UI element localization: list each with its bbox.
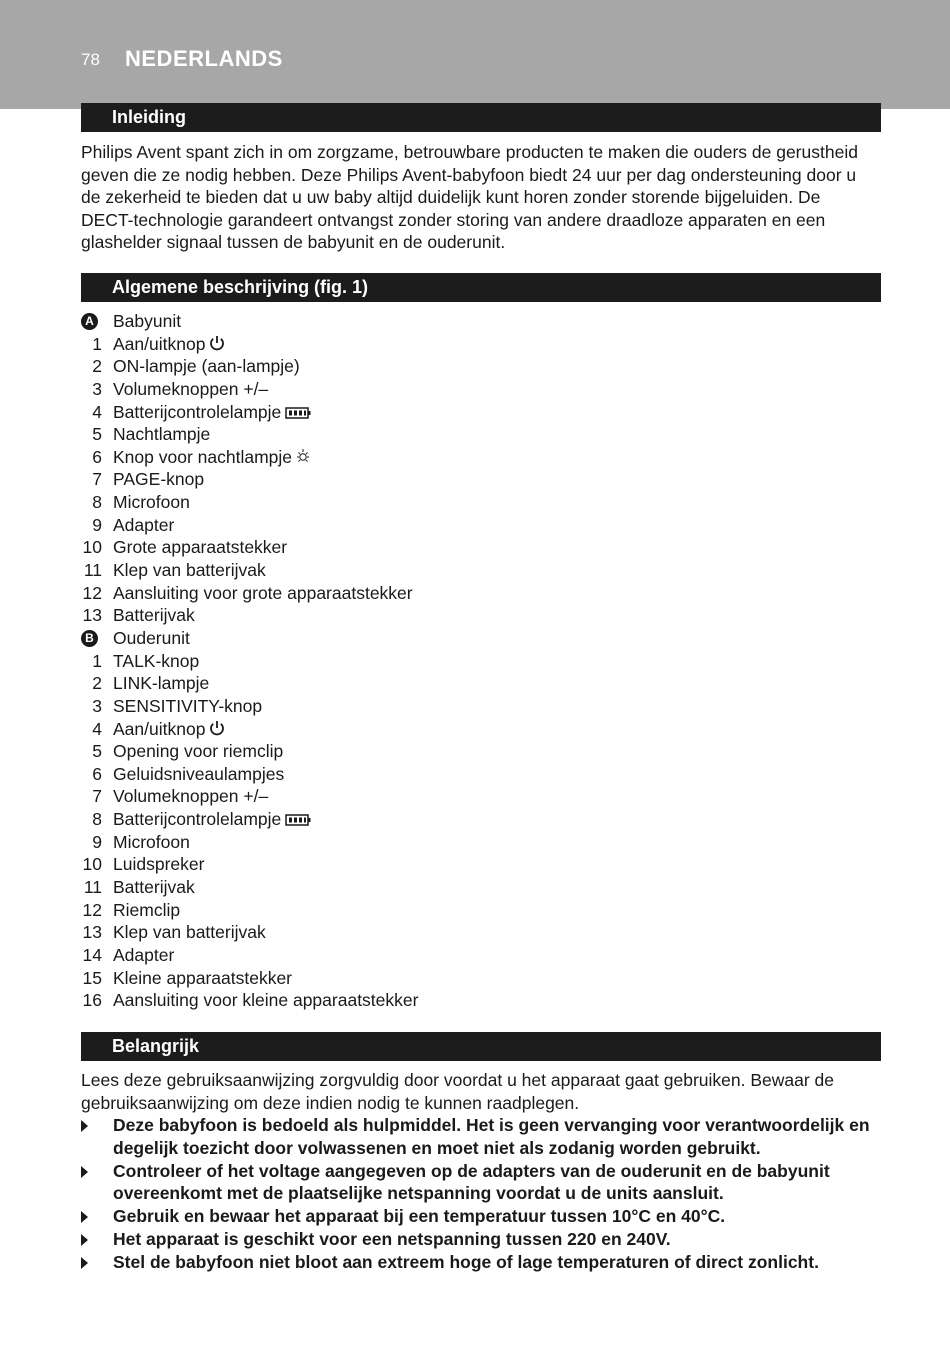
item-number: 5 bbox=[92, 424, 102, 445]
item-label-text: Klep van batterijvak bbox=[113, 560, 266, 581]
item-number: 10 bbox=[82, 854, 102, 875]
item-label bbox=[113, 808, 311, 832]
list-item bbox=[81, 401, 781, 424]
power-icon bbox=[209, 719, 225, 742]
item-label-text: Geluidsniveaulampjes bbox=[113, 763, 285, 784]
item-label bbox=[113, 468, 204, 491]
item-label bbox=[113, 491, 190, 514]
item-label-text: Ouderunit bbox=[113, 627, 190, 648]
item-label-text: Batterijcontrolelampje bbox=[113, 809, 282, 830]
list-item bbox=[81, 853, 781, 876]
list-item bbox=[81, 559, 781, 582]
item-label bbox=[113, 514, 174, 537]
bullet-triangle-icon bbox=[81, 1257, 88, 1269]
section-heading-text: Belangrijk bbox=[112, 1036, 200, 1056]
item-label bbox=[113, 355, 300, 378]
item-label bbox=[113, 785, 268, 808]
list-item bbox=[81, 378, 781, 401]
list-item bbox=[81, 582, 781, 605]
list-item bbox=[81, 604, 781, 627]
item-label bbox=[113, 876, 195, 899]
item-number: 3 bbox=[92, 695, 102, 716]
item-number: 6 bbox=[92, 763, 102, 784]
item-number: 14 bbox=[82, 944, 102, 965]
item-label bbox=[113, 853, 204, 876]
important-paragraph: Lees deze gebruiksaanwijzing zorgvuldig door voordat u het apparaat gaat gebruiken. Bewaar de gebruiksaanwijzing om deze indien nodig te kunnen raadplegen. bbox=[81, 1070, 834, 1113]
item-label-text: Riemclip bbox=[113, 899, 181, 920]
item-label bbox=[113, 921, 266, 944]
item-number: 2 bbox=[92, 356, 102, 377]
bullet-triangle-icon bbox=[81, 1211, 88, 1223]
warning-item bbox=[81, 1114, 871, 1160]
item-number: 8 bbox=[92, 492, 102, 513]
item-label-text: Volumeknoppen +/– bbox=[113, 786, 269, 807]
item-label bbox=[113, 944, 174, 967]
list-item bbox=[81, 333, 781, 356]
section-heading-intro bbox=[81, 103, 881, 132]
item-label-text: Babyunit bbox=[113, 311, 182, 331]
item-label-text: Kleine apparaatstekker bbox=[113, 967, 292, 988]
bullet-triangle-icon bbox=[81, 1234, 88, 1246]
nightlight-icon bbox=[296, 447, 310, 470]
item-number: 13 bbox=[82, 605, 102, 626]
item-label bbox=[113, 672, 209, 695]
list-item bbox=[81, 355, 781, 378]
warning-text: Deze babyfoon is bedoeld als hulpmiddel. Het is geen vervanging voor verantwoordelijk en degelijk toezicht door volwassenen en moet niet als zodanig worden gebruikt. bbox=[113, 1115, 870, 1158]
item-label bbox=[113, 650, 199, 673]
item-label bbox=[113, 401, 311, 425]
item-label bbox=[113, 536, 287, 559]
parts-list bbox=[81, 310, 781, 1012]
warning-list bbox=[81, 1114, 871, 1274]
section-heading-important bbox=[81, 1032, 881, 1061]
warning-item bbox=[81, 1228, 871, 1251]
item-label-text: Luidspreker bbox=[113, 854, 205, 875]
item-label-text: Batterijvak bbox=[113, 877, 195, 898]
item-number: 4 bbox=[92, 401, 102, 422]
item-number: 16 bbox=[82, 990, 102, 1011]
intro-paragraph: Philips Avent spant zich in om zorgzame, betrouwbare producten te maken die ouders de gerustheid geven die ze nodig hebben. Deze Philips Avent-babyfoon biedt 24 uur per dag ondersteuning door u de zekerheid te bieden dat u uw baby altijd duidelijk kunt horen zonder storende bijgeluiden. De DECT-technologie garandeert ontvangst zonder storing van andere draadloze apparaten en een glashelder signaal tussen de babyunit en de ouderunit. bbox=[81, 142, 858, 253]
warning-item bbox=[81, 1251, 871, 1274]
item-label-text: Volumeknoppen +/– bbox=[113, 378, 269, 399]
list-item bbox=[81, 695, 781, 718]
warning-text: Gebruik en bewaar het apparaat bij een temperatuur tussen 10°C en 40°C. bbox=[113, 1206, 726, 1227]
warning-item bbox=[81, 1160, 871, 1206]
battery-icon bbox=[285, 402, 311, 425]
list-item bbox=[81, 763, 781, 786]
item-label-text: Grote apparaatstekker bbox=[113, 537, 288, 558]
power-icon bbox=[209, 334, 225, 357]
list-item bbox=[81, 446, 781, 469]
item-label-text: Adapter bbox=[113, 944, 175, 965]
item-number: 11 bbox=[83, 877, 102, 898]
list-item bbox=[81, 876, 781, 899]
list-item bbox=[81, 536, 781, 559]
list-item bbox=[81, 672, 781, 695]
warning-item bbox=[81, 1205, 871, 1228]
bullet-triangle-icon bbox=[81, 1120, 88, 1132]
item-number: 13 bbox=[82, 922, 102, 943]
list-item bbox=[81, 831, 781, 854]
item-label-text: Adapter bbox=[113, 514, 175, 535]
item-label bbox=[113, 627, 190, 650]
list-item bbox=[81, 899, 781, 922]
item-number: 9 bbox=[92, 831, 102, 852]
unit-heading bbox=[81, 310, 781, 333]
item-label-text: Aansluiting voor grote apparaatstekker bbox=[113, 582, 413, 603]
battery-icon bbox=[285, 809, 311, 832]
item-number: 1 bbox=[92, 333, 102, 354]
item-label-text: Batterijvak bbox=[113, 605, 195, 626]
item-label bbox=[113, 899, 180, 922]
item-label-text: ON-lampje (aan-lampje) bbox=[113, 356, 300, 377]
item-label-text: Knop voor nachtlampje bbox=[113, 446, 292, 467]
item-label-text: LINK-lampje bbox=[113, 673, 210, 694]
warning-text: Het apparaat is geschikt voor een netspanning tussen 220 en 240V. bbox=[113, 1228, 671, 1249]
language-title: NEDERLANDS bbox=[125, 46, 283, 71]
page-number: 78 bbox=[81, 50, 100, 69]
list-item bbox=[81, 491, 781, 514]
warning-text: Stel de babyfoon niet bloot aan extreem hoge of lage temperaturen of direct zonlicht. bbox=[113, 1251, 819, 1272]
list-item bbox=[81, 808, 781, 831]
item-label bbox=[113, 423, 210, 446]
list-item bbox=[81, 718, 781, 741]
item-number: 11 bbox=[83, 560, 102, 581]
item-label bbox=[113, 310, 181, 333]
item-label bbox=[113, 559, 266, 582]
list-item bbox=[81, 468, 781, 491]
unit-heading bbox=[81, 627, 781, 650]
item-number: 4 bbox=[92, 718, 102, 739]
item-label bbox=[113, 604, 195, 627]
item-label-text: Microfoon bbox=[113, 831, 190, 852]
list-item bbox=[81, 921, 781, 944]
list-item bbox=[81, 989, 781, 1012]
item-label-text: Aan/uitknop bbox=[113, 718, 206, 739]
item-number: 9 bbox=[92, 514, 102, 535]
item-label bbox=[113, 967, 292, 990]
item-label bbox=[113, 695, 262, 718]
unit-badge: B bbox=[81, 630, 98, 647]
item-label bbox=[113, 446, 310, 470]
item-number: 1 bbox=[92, 650, 102, 671]
item-label-text: Aansluiting voor kleine apparaatstekker bbox=[113, 990, 419, 1011]
item-label bbox=[113, 333, 225, 357]
item-label-text: Aan/uitknop bbox=[113, 333, 206, 354]
list-item bbox=[81, 785, 781, 808]
bullet-triangle-icon bbox=[81, 1166, 88, 1178]
item-label-text: Opening voor riemclip bbox=[113, 741, 284, 762]
item-number: 2 bbox=[92, 673, 102, 694]
list-item bbox=[81, 423, 781, 446]
list-item bbox=[81, 650, 781, 673]
list-item bbox=[81, 944, 781, 967]
item-number: 15 bbox=[82, 967, 102, 988]
list-item bbox=[81, 514, 781, 537]
item-label bbox=[113, 831, 190, 854]
list-item bbox=[81, 740, 781, 763]
item-number: 12 bbox=[82, 899, 102, 920]
item-label bbox=[113, 740, 283, 763]
item-label-text: Nachtlampje bbox=[113, 424, 211, 445]
unit-badge: A bbox=[81, 313, 98, 330]
warning-text: Controleer of het voltage aangegeven op de adapters van de ouderunit en de babyunit overeenkomt met de plaatselijke netspanning voordat u de units aansluit. bbox=[113, 1160, 830, 1204]
list-item bbox=[81, 967, 781, 990]
item-label-text: Microfoon bbox=[113, 492, 190, 513]
item-label bbox=[113, 763, 284, 786]
item-number: 3 bbox=[92, 378, 102, 399]
item-number: 12 bbox=[82, 582, 102, 603]
item-label-text: Klep van batterijvak bbox=[113, 922, 266, 943]
page-header-bar bbox=[0, 0, 950, 109]
item-label-text: TALK-knop bbox=[113, 650, 200, 671]
item-label bbox=[113, 718, 225, 742]
item-label bbox=[113, 582, 413, 605]
item-number: 7 bbox=[92, 469, 102, 490]
item-number: 7 bbox=[92, 786, 102, 807]
section-heading-text: Inleiding bbox=[112, 107, 186, 127]
item-label-text: PAGE-knop bbox=[113, 469, 205, 490]
item-number: 8 bbox=[92, 809, 102, 830]
item-label bbox=[113, 378, 268, 401]
item-label bbox=[113, 989, 418, 1012]
item-number: 6 bbox=[92, 446, 102, 467]
item-label-text: SENSITIVITY-knop bbox=[113, 695, 263, 716]
section-heading-text: Algemene beschrijving (fig. 1) bbox=[112, 277, 369, 297]
section-heading-description bbox=[81, 273, 881, 302]
item-number: 10 bbox=[82, 537, 102, 558]
item-number: 5 bbox=[92, 741, 102, 762]
item-label-text: Batterijcontrolelampje bbox=[113, 401, 282, 422]
